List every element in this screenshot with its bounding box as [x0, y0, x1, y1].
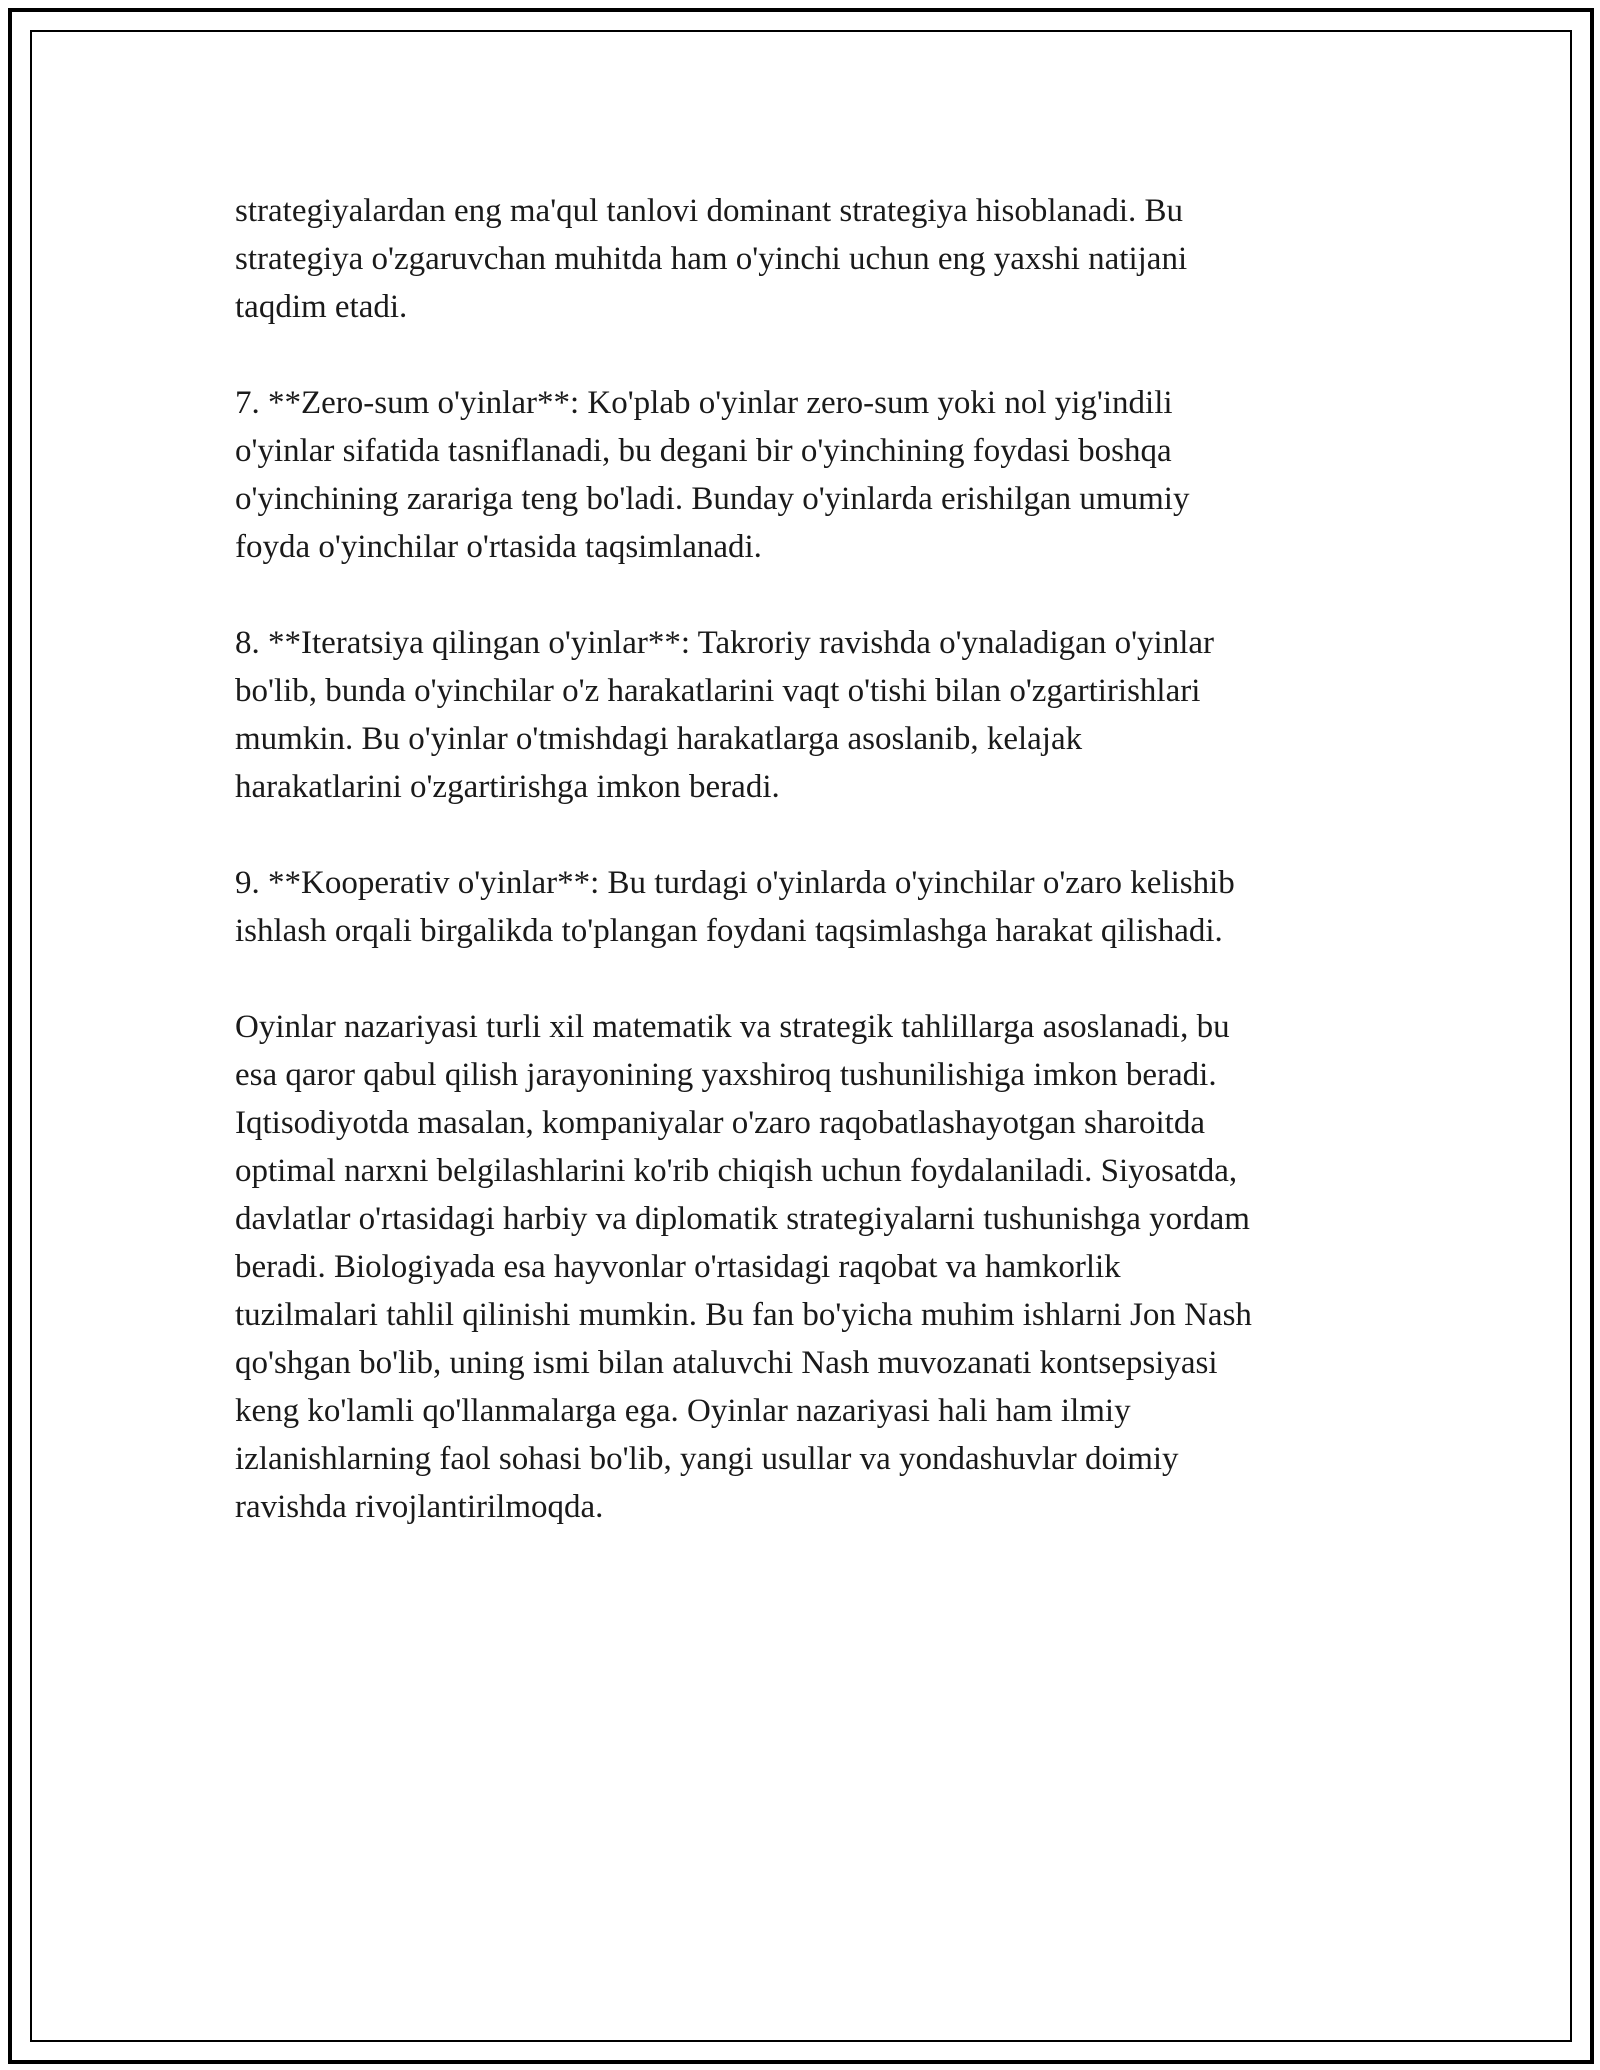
text-line: 7. **Zero-sum o'yinlar**: Ko'plab o'yinlar zero-sum yoki nol yig'indili: [235, 385, 1173, 421]
text-line: o'yinlar sifatida tasniflanadi, bu degani bir o'yinchining foydasi boshqa: [235, 433, 1172, 469]
text-line: strategiya o'zgaruvchan muhitda ham o'yinchi uchun eng yaxshi natijani: [235, 241, 1188, 277]
paragraph-dominant-strategy: [235, 187, 1375, 331]
paragraph-iterated-games: [235, 619, 1375, 811]
text-line: Iqtisodiyotda masalan, kompaniyalar o'zaro raqobatlashayotgan sharoitda: [235, 1105, 1205, 1141]
text-line: 8. **Iteratsiya qilingan o'yinlar**: Takroriy ravishda o'ynaladigan o'yinlar: [235, 625, 1214, 661]
paragraph-cooperative-games: [235, 859, 1375, 955]
paragraph-zero-sum: [235, 379, 1375, 571]
text-line: esa qaror qabul qilish jarayonining yaxshiroq tushunilishiga imkon beradi.: [235, 1057, 1217, 1093]
text-line: izlanishlarning faol sohasi bo'lib, yangi usullar va yondashuvlar doimiy: [235, 1441, 1179, 1477]
text-line: Oyinlar nazariyasi turli xil matematik va strategik tahlillarga asoslanadi, bu: [235, 1009, 1230, 1045]
text-line: taqdim etadi.: [235, 289, 408, 325]
text-line: mumkin. Bu o'yinlar o'tmishdagi harakatlarga asoslanib, kelajak: [235, 721, 1083, 757]
text-line: ravishda rivojlantirilmoqda.: [235, 1489, 604, 1525]
document-body: [235, 187, 1375, 1579]
text-line: qo'shgan bo'lib, uning ismi bilan ataluvchi Nash muvozanati kontsepsiyasi: [235, 1345, 1218, 1381]
text-line: strategiyalardan eng ma'qul tanlovi dominant strategiya hisoblanadi. Bu: [235, 193, 1184, 229]
text-line: beradi. Biologiyada esa hayvonlar o'rtasidagi raqobat va hamkorlik: [235, 1249, 1121, 1285]
text-line: keng ko'lamli qo'llanmalarga ega. Oyinlar nazariyasi hali ham ilmiy: [235, 1393, 1131, 1429]
text-line: harakatlarini o'zgartirishga imkon beradi.: [235, 769, 780, 805]
text-line: foyda o'yinchilar o'rtasida taqsimlanadi.: [235, 529, 762, 565]
text-line: ishlash orqali birgalikda to'plangan foydani taqsimlashga harakat qilishadi.: [235, 913, 1223, 949]
text-line: davlatlar o'rtasidagi harbiy va diplomatik strategiyalarni tushunishga yordam: [235, 1201, 1250, 1237]
text-line: 9. **Kooperativ o'yinlar**: Bu turdagi o'yinlarda o'yinchilar o'zaro kelishib: [235, 865, 1235, 901]
text-line: o'yinchining zarariga teng bo'ladi. Bunday o'yinlarda erishilgan umumiy: [235, 481, 1190, 517]
text-line: tuzilmalari tahlil qilinishi mumkin. Bu fan bo'yicha muhim ishlarni Jon Nash: [235, 1297, 1252, 1333]
paragraph-game-theory-summary: [235, 1003, 1375, 1531]
text-line: bo'lib, bunda o'yinchilar o'z harakatlarini vaqt o'tishi bilan o'zgartirishlari: [235, 673, 1201, 709]
text-line: optimal narxni belgilashlarini ko'rib chiqish uchun foydalaniladi. Siyosatda,: [235, 1153, 1238, 1189]
